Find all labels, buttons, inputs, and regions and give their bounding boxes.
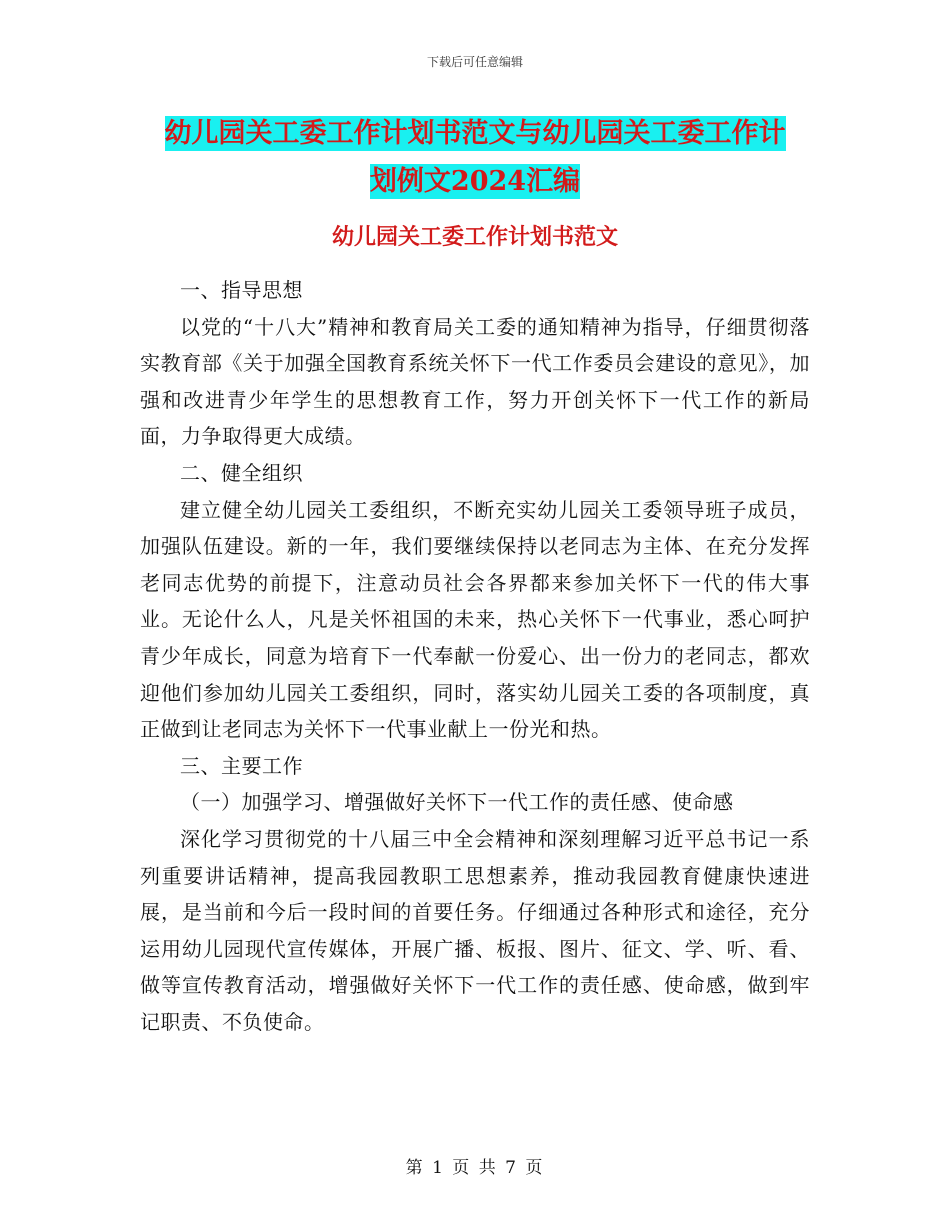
title-line-2: 划例文2024汇编	[369, 166, 581, 197]
heading-organization: 二、健全组织	[180, 460, 303, 485]
header-note: 下载后可任意编辑	[426, 55, 523, 69]
heading-guiding-thought: 一、指导思想	[180, 278, 303, 302]
paragraph: 建立健全幼儿园关工委组织，不断充实幼儿园关工委领导班子成员，加强队伍建设。新的一年，我们要继续保持以老同志为主体、在充分发挥老同志优势的前提下，注意动员社会各界都来参加关怀下一代的伟大事业。无论什么人，凡是关怀祖国的未来，热心关怀下一代事业，悉心呵护青少年成长，同意为培育下一代奉献一份爱心、出一份力的老同志，都欢迎他们参加幼儿园关工委组织，同时，落实幼儿园关工委的各项制度，真正做到让老同志为关怀下一代事业献上一份光和热。	[140, 497, 810, 742]
document-title	[0, 110, 950, 206]
subheading-study: （一）加强学习、增强做好关怀下一代工作的责任感、使命感	[180, 790, 734, 815]
title-line-1: 幼儿园关工委工作计划书范文与幼儿园关工委工作计	[164, 118, 786, 149]
heading-main-work: 三、主要工作	[180, 753, 303, 778]
document-body	[140, 272, 810, 1040]
paragraph: 以党的“十八大”精神和教育局关工委的通知精神为指导，仔细贯彻落实教育部《关于加强全国教育系统关怀下一代工作委员会建设的意见》，加强和改进青少年学生的思想教育工作，努力开创关怀下一代工作的新局面，力争取得更大成绩。	[140, 314, 810, 449]
paragraph: 深化学习贯彻党的十八届三中全会精神和深刻理解习近平总书记一系列重要讲话精神，提高我园教职工思想素养，推动我园教育健康快速进展，是当前和今后一段时间的首要任务。仔细通过各种形式和途径，充分运用幼儿园现代宣传媒体，开展广播、板报、图片、征文、学、听、看、做等宣传教育活动，增强做好关怀下一代工作的责任感、使命感，做到牢记职责、不负使命。	[140, 826, 810, 1034]
section-subtitle: 幼儿园关工委工作计划书范文	[331, 224, 618, 250]
page-footer: 第 1 页 共 7 页	[405, 1158, 545, 1178]
